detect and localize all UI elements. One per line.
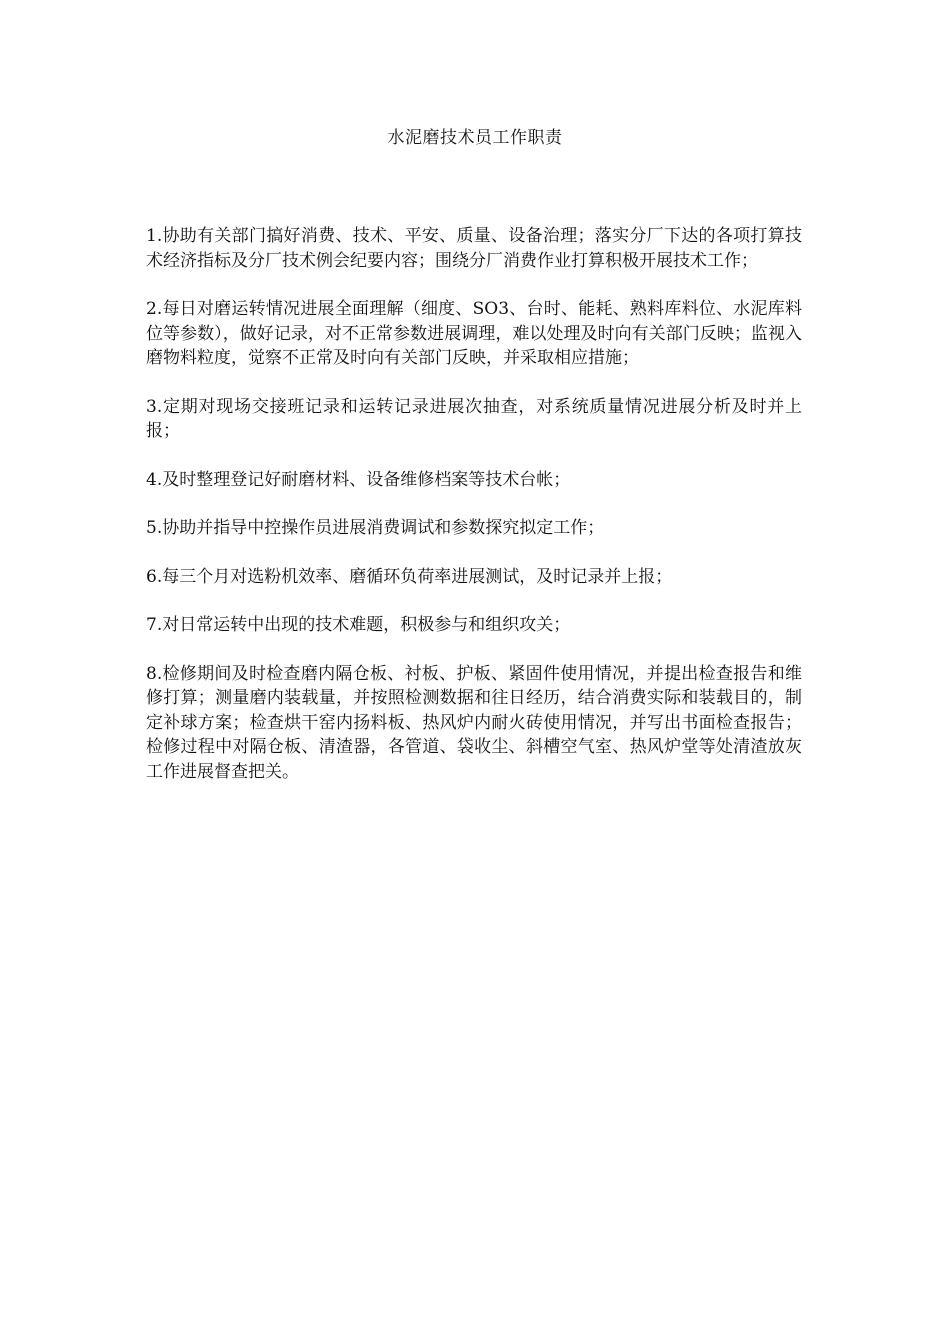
paragraph-4: 4.及时整理登记好耐磨材料、设备维修档案等技术台帐；: [146, 469, 571, 490]
paragraph-1: 1.协助有关部门搞好消费、技术、平安、质量、设备治理；落实分厂下达的各项打算技术经济指标及分厂技术例会纪要内容；围绕分厂消费作业打算积极开展技术工作；: [146, 226, 802, 271]
paragraph-5: 5.协助并指导中控操作员进展消费调试和参数探究拟定工作；: [146, 518, 605, 538]
paragraph-8: 8.检修期间及时检查磨内隔仓板、衬板、护板、紧固件使用情况，并提出检查报告和维修打算；测量磨内装载量，并按照检测数据和往日经历，结合消费实际和装载目的，制定补球方案；检查烘干窑内扬料板、热风炉内耐火砖使用情况，并写出书面检查报告；检修过程中对隔仓板、清渣器，各管道、袋收尘、斜槽空气室、热风炉堂等处清渣放灰工作进展督查把关。: [146, 663, 802, 782]
paragraph-2: 2.每日对磨运转情况进展全面理解（细度、SO3、台时、能耗、熟料库料位、水泥库料位等参数），做好记录，对不正常参数进展调理，难以处理及时向有关部门反映；监视入磨物料粒度，觉察不正常及时向有关部门反映，并采取相应措施；: [146, 299, 802, 368]
page-title: 水泥磨技术员工作职责: [387, 128, 563, 148]
paragraph-3: 3.定期对现场交接班记录和运转记录进展次抽查，对系统质量情况进展分析及时并上报；: [146, 396, 802, 441]
paragraph-7: 7.对日常运转中出现的技术难题，积极参与和组织攻关；: [146, 615, 571, 635]
paragraph-6: 6.每三个月对选粉机效率、磨循环负荷率进展测试，及时记录并上报；: [146, 566, 673, 587]
document-body: [146, 224, 802, 808]
